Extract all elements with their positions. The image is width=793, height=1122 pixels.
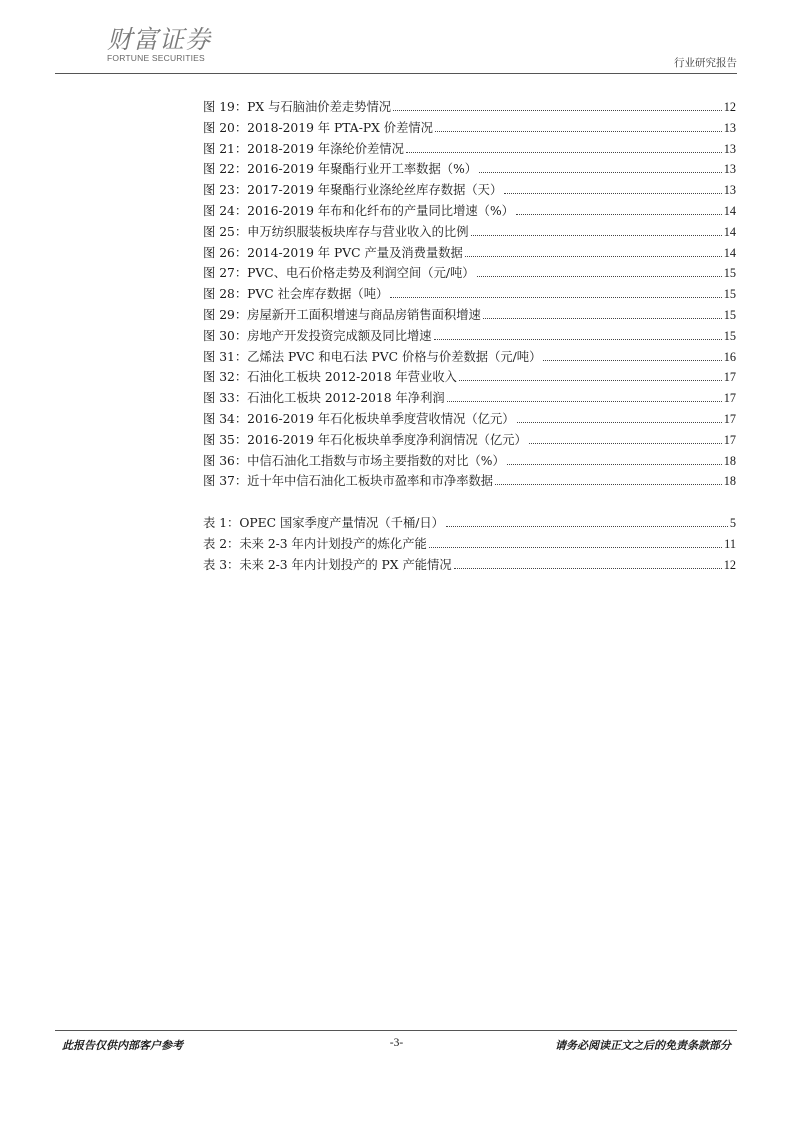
toc-entry-page: 13 bbox=[723, 141, 736, 156]
toc-entry-label: 图 34：2016-2019 年石化板块单季度营收情况（亿元） bbox=[203, 411, 515, 426]
page-header bbox=[55, 0, 737, 74]
toc-leader-dots bbox=[507, 463, 722, 465]
toc-entry[interactable] bbox=[203, 284, 736, 305]
toc-entry[interactable] bbox=[203, 555, 736, 576]
toc-entry[interactable] bbox=[203, 347, 736, 368]
toc-entry[interactable] bbox=[203, 471, 736, 492]
report-type-label: 行业研究报告 bbox=[674, 57, 737, 69]
toc-leader-dots bbox=[406, 151, 722, 153]
toc-leader-dots bbox=[495, 483, 722, 485]
toc-leader-dots bbox=[429, 546, 722, 548]
toc-entry-page: 11 bbox=[724, 536, 736, 551]
toc-entry[interactable] bbox=[203, 430, 736, 451]
toc-entry[interactable] bbox=[203, 409, 736, 430]
toc-entry-page: 15 bbox=[723, 328, 736, 343]
brand-logo-cn: 财富证券 bbox=[107, 25, 212, 54]
toc-entry[interactable] bbox=[203, 513, 736, 534]
toc-leader-dots bbox=[483, 317, 722, 319]
toc-entry[interactable] bbox=[203, 263, 736, 284]
toc-entry-label: 图 25：申万纺织服装板块库存与营业收入的比例 bbox=[203, 224, 469, 239]
toc-entry[interactable] bbox=[203, 305, 736, 326]
toc-entry-label: 图 37：近十年中信石油化工板块市盈率和市净率数据 bbox=[203, 474, 494, 489]
page-number: -3- bbox=[389, 1037, 404, 1049]
toc-leader-dots bbox=[543, 359, 721, 361]
toc-leader-dots bbox=[390, 296, 721, 298]
toc-entry-label: 图 32：石油化工板块 2012-2018 年营业收入 bbox=[203, 370, 457, 385]
toc-entry-page: 5 bbox=[729, 516, 736, 531]
toc-entry-page: 13 bbox=[723, 162, 736, 177]
toc-entry[interactable] bbox=[203, 97, 736, 118]
toc-entry[interactable] bbox=[203, 180, 736, 201]
toc-entry-label: 表 2：未来 2-3 年内计划投产的炼化产能 bbox=[203, 536, 427, 551]
toc-entry-page: 17 bbox=[723, 411, 736, 426]
toc-leader-dots bbox=[504, 192, 721, 194]
toc-entry-label: 表 1：OPEC 国家季度产量情况（千桶/日） bbox=[203, 516, 444, 531]
toc-entry-page: 13 bbox=[723, 120, 736, 135]
toc-leader-dots bbox=[465, 255, 722, 257]
toc-entry[interactable] bbox=[203, 139, 736, 160]
toc-entry-page: 15 bbox=[723, 307, 736, 322]
toc-leader-dots bbox=[434, 338, 722, 340]
toc-entry-label: 表 3：未来 2-3 年内计划投产的 PX 产能情况 bbox=[203, 557, 452, 572]
toc-leader-dots bbox=[471, 234, 722, 236]
toc-entry-label: 图 22：2016-2019 年聚酯行业开工率数据（%） bbox=[203, 162, 478, 177]
toc-entry-label: 图 23：2017-2019 年聚酯行业涤纶丝库存数据（天） bbox=[203, 183, 503, 198]
toc-entry-label: 图 33：石油化工板块 2012-2018 年净利润 bbox=[203, 391, 445, 406]
toc-leader-dots bbox=[446, 525, 728, 527]
toc-entry[interactable] bbox=[203, 243, 736, 264]
toc-entry-page: 13 bbox=[723, 183, 736, 198]
toc-entry-page: 14 bbox=[723, 245, 736, 260]
toc-leader-dots bbox=[529, 442, 722, 444]
toc-leader-dots bbox=[447, 400, 722, 402]
toc-entry[interactable] bbox=[203, 534, 736, 555]
toc-entry-page: 14 bbox=[723, 203, 736, 218]
toc-entry-label: 图 24：2016-2019 年布和化纤布的产量同比增速（%） bbox=[203, 203, 514, 218]
table-list bbox=[203, 513, 736, 575]
toc-entry-page: 12 bbox=[723, 557, 736, 572]
toc-entry-page: 17 bbox=[723, 432, 736, 447]
toc-leader-dots bbox=[479, 171, 722, 173]
list-spacer bbox=[203, 492, 736, 513]
toc-entry-label: 图 28：PVC 社会库存数据（吨） bbox=[203, 287, 389, 302]
toc-entry-page: 15 bbox=[723, 287, 736, 302]
toc-entry-label: 图 19：PX 与石脑油价差走势情况 bbox=[203, 100, 392, 114]
toc-entry[interactable] bbox=[203, 201, 736, 222]
toc-entry[interactable] bbox=[203, 367, 736, 388]
toc-entry-page: 15 bbox=[723, 266, 736, 281]
toc-entry-page: 16 bbox=[723, 349, 736, 364]
toc-entry[interactable] bbox=[203, 388, 736, 409]
footer-disclaimer-right: 请务必阅读正文之后的免责条款部分 bbox=[555, 1039, 731, 1052]
toc-entry-page: 12 bbox=[723, 100, 736, 114]
toc-leader-dots bbox=[516, 213, 722, 215]
toc-leader-dots bbox=[459, 379, 722, 381]
table-of-contents bbox=[203, 97, 736, 576]
toc-leader-dots bbox=[454, 567, 722, 569]
toc-entry-label: 图 36：中信石油化工指数与市场主要指数的对比（%） bbox=[203, 453, 505, 468]
header-divider bbox=[55, 73, 737, 74]
toc-entry[interactable] bbox=[203, 118, 736, 139]
toc-leader-dots bbox=[435, 130, 722, 132]
toc-entry-label: 图 26：2014-2019 年 PVC 产量及消费量数据 bbox=[203, 245, 463, 260]
footer-disclaimer-left: 此报告仅供内部客户参考 bbox=[62, 1039, 183, 1052]
toc-entry-page: 14 bbox=[723, 224, 736, 239]
toc-entry-page: 18 bbox=[723, 474, 736, 489]
toc-entry-label: 图 27：PVC、电石价格走势及利润空间（元/吨） bbox=[203, 266, 475, 281]
toc-entry-page: 17 bbox=[723, 391, 736, 406]
toc-entry[interactable] bbox=[203, 451, 736, 472]
toc-entry-label: 图 20：2018-2019 年 PTA-PX 价差情况 bbox=[203, 120, 433, 135]
brand-logo-en: FORTUNE SECURITIES bbox=[107, 53, 205, 63]
figure-list bbox=[203, 97, 736, 492]
toc-entry-label: 图 31：乙烯法 PVC 和电石法 PVC 价格与价差数据（元/吨） bbox=[203, 349, 542, 364]
footer-divider bbox=[55, 1030, 737, 1031]
toc-leader-dots bbox=[517, 421, 722, 423]
toc-entry-label: 图 30：房地产开发投资完成额及同比增速 bbox=[203, 328, 432, 343]
toc-leader-dots bbox=[477, 275, 722, 277]
toc-entry-page: 17 bbox=[723, 370, 736, 385]
toc-entry-label: 图 21：2018-2019 年涤纶价差情况 bbox=[203, 141, 404, 156]
toc-entry[interactable] bbox=[203, 159, 736, 180]
toc-entry-label: 图 29：房屋新开工面积增速与商品房销售面积增速 bbox=[203, 307, 481, 322]
toc-entry[interactable] bbox=[203, 326, 736, 347]
toc-entry-page: 18 bbox=[723, 453, 736, 468]
toc-entry-label: 图 35：2016-2019 年石化板块单季度净利润情况（亿元） bbox=[203, 432, 527, 447]
toc-leader-dots bbox=[393, 109, 722, 111]
toc-entry[interactable] bbox=[203, 222, 736, 243]
